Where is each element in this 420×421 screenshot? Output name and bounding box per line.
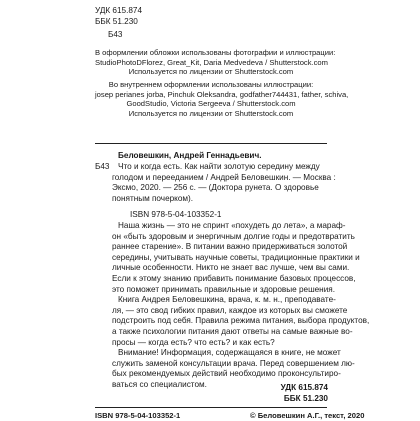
inner-credits (95, 80, 349, 118)
footer-isbn: ISBN 978-5-04-103352-1 (95, 411, 181, 420)
desc-line: голодом и перееданием / Андрей Беловешкин. — Москва : (112, 172, 336, 182)
abstract-line: ля, — это свод гибких правил, каждое из которых вы сможете (112, 305, 348, 315)
abstract-line: бых рекомендуемых действий необходимо проконсультиро- (112, 369, 341, 379)
catalog-udk: УДК 615.874 (280, 383, 328, 392)
abstract-line: середины, учитывать научные советы, традиционные практики и (112, 252, 360, 262)
desc-line: Эксмо, 2020. — 256 с. — (Доктора рунета. О здоровье (112, 183, 319, 193)
desc-line: понятным почерком). (112, 193, 194, 203)
catalog-bbk: ББК 51.230 (283, 394, 328, 403)
inner-credits-line: josep perianes jorba, Pinchuk Oleksandra, godfather744431, father, schiva, (95, 89, 349, 99)
catalog-isbn: ISBN 978-5-04-103352-1 (130, 210, 222, 219)
abstract-line: раннее старение». В питании важно придерживаться золотой (112, 242, 348, 252)
abstract-line: Если к этому знанию прибавить понимание базовых процессов, (112, 273, 356, 283)
desc-line: Что и когда есть. Как найти золотую середину между (118, 162, 320, 171)
inner-credits-line: GoodStudio, Victoria Sergeeva / Shutterstock.com (126, 99, 296, 109)
cover-credits-line: В оформлении обложки использованы фотографии и иллюстрации: (95, 48, 336, 57)
inner-credits-line: Во внутреннем оформлении использованы иллюстрации: (108, 80, 314, 89)
divider-bottom (95, 407, 327, 408)
abstract-line: подстроить под себя. Правила режима питания, выбора продуктов, (112, 316, 370, 326)
code-top: Б43 (108, 30, 123, 39)
catalog-author: Беловешкин, Андрей Геннадьевич. (118, 151, 262, 160)
catalog-code: Б43 (95, 162, 110, 171)
abstract-line: просы — когда есть? что есть? и как есть? (112, 337, 275, 347)
cover-credits (95, 48, 336, 77)
inner-credits-line: Используется по лицензии от Shutterstock.com (128, 108, 294, 118)
abstract-line: Наша жизнь — это не спринт «похудеть до лета», а мараф- (118, 221, 346, 230)
abstract-line: это поможет принимать правильные и здоровые решения. (112, 284, 335, 294)
abstract-line: Внимание! Информация, содержащаяся в книге, не может (118, 348, 341, 358)
bbk-top: ББК 51.230 (95, 17, 138, 26)
abstract-line: личные особенности. Никто не знает вас лучше, чем вы сами. (112, 263, 350, 273)
catalog-description (112, 162, 336, 204)
footer-copyright-1: © Беловешкин А.Г., текст, 2020 (250, 411, 365, 420)
abstract-line: служить заменой консультации врача. Перед совершением лю- (112, 358, 355, 368)
abstract-line: он «быть здоровым и энергичным долгие годы и предотвратить (112, 231, 355, 241)
abstract-line: Книга Андрея Беловешкина, врача, к. м. н., преподавате- (118, 295, 336, 305)
abstract-line: а также психологии питания дают ответы на самые важные во- (112, 326, 353, 336)
abstract-line: ваться со специалистом. (112, 379, 207, 389)
catalog-abstract (112, 221, 369, 391)
udk-top: УДК 615.874 (95, 6, 143, 15)
cover-credits-line: StudioPhotoDFlorez, Great_Kit, Daria Medvedeva / Shutterstock.com (95, 57, 328, 67)
cover-credits-line: Используется по лицензии от Shutterstock.com (128, 67, 294, 77)
divider-top (95, 143, 327, 144)
